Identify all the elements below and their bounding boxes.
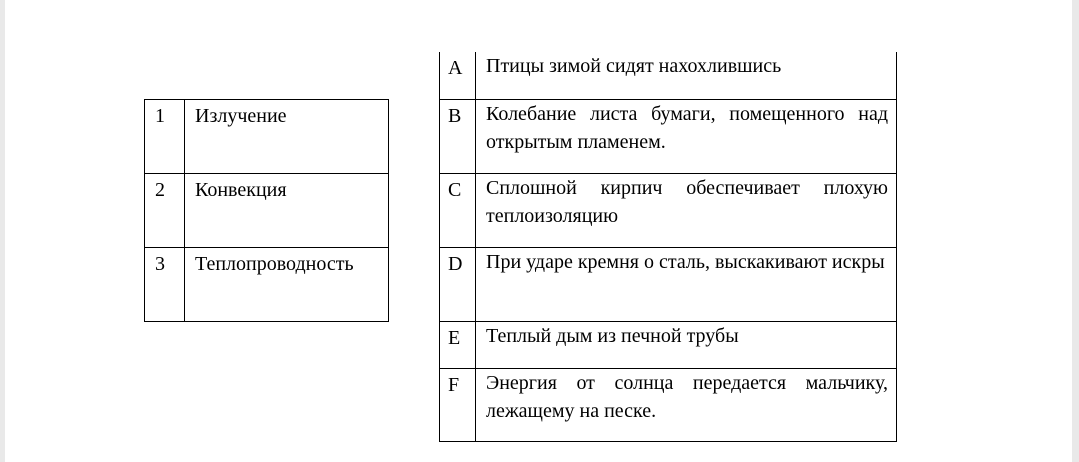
row-letter: C: [440, 173, 476, 247]
examples-table: [439, 52, 897, 442]
method-label: Теплопроводность: [185, 248, 389, 322]
row-letter: B: [440, 99, 476, 173]
row-letter: A: [440, 52, 476, 99]
example-text: Теплый дым из печной трубы: [476, 321, 897, 368]
example-text: Сплошной кирпич обеспечивает плохую теплоизоляцию: [476, 173, 897, 247]
table-row: [145, 248, 389, 322]
table-row: [440, 52, 897, 99]
table-row: [440, 321, 897, 368]
row-number: 1: [145, 100, 185, 174]
table-row: [440, 368, 897, 441]
example-text: Колебание листа бумаги, помещенного над открытым пламенем.: [476, 99, 897, 173]
method-label: Конвекция: [185, 174, 389, 248]
example-text: Птицы зимой сидят нахохлившись: [476, 52, 897, 99]
row-letter: E: [440, 321, 476, 368]
method-label: Излучение: [185, 100, 389, 174]
row-letter: F: [440, 368, 476, 441]
example-text: При ударе кремня о сталь, выскакивают искры: [476, 247, 897, 321]
row-letter: D: [440, 247, 476, 321]
table-row: [145, 174, 389, 248]
row-number: 3: [145, 248, 185, 322]
methods-table: [144, 99, 389, 322]
table-row: [440, 99, 897, 173]
document-page: [5, 0, 1072, 462]
row-number: 2: [145, 174, 185, 248]
example-text: Энергия от солнца передается мальчику, лежащему на песке.: [476, 368, 897, 441]
table-row: [440, 247, 897, 321]
table-row: [145, 100, 389, 174]
table-row: [440, 173, 897, 247]
